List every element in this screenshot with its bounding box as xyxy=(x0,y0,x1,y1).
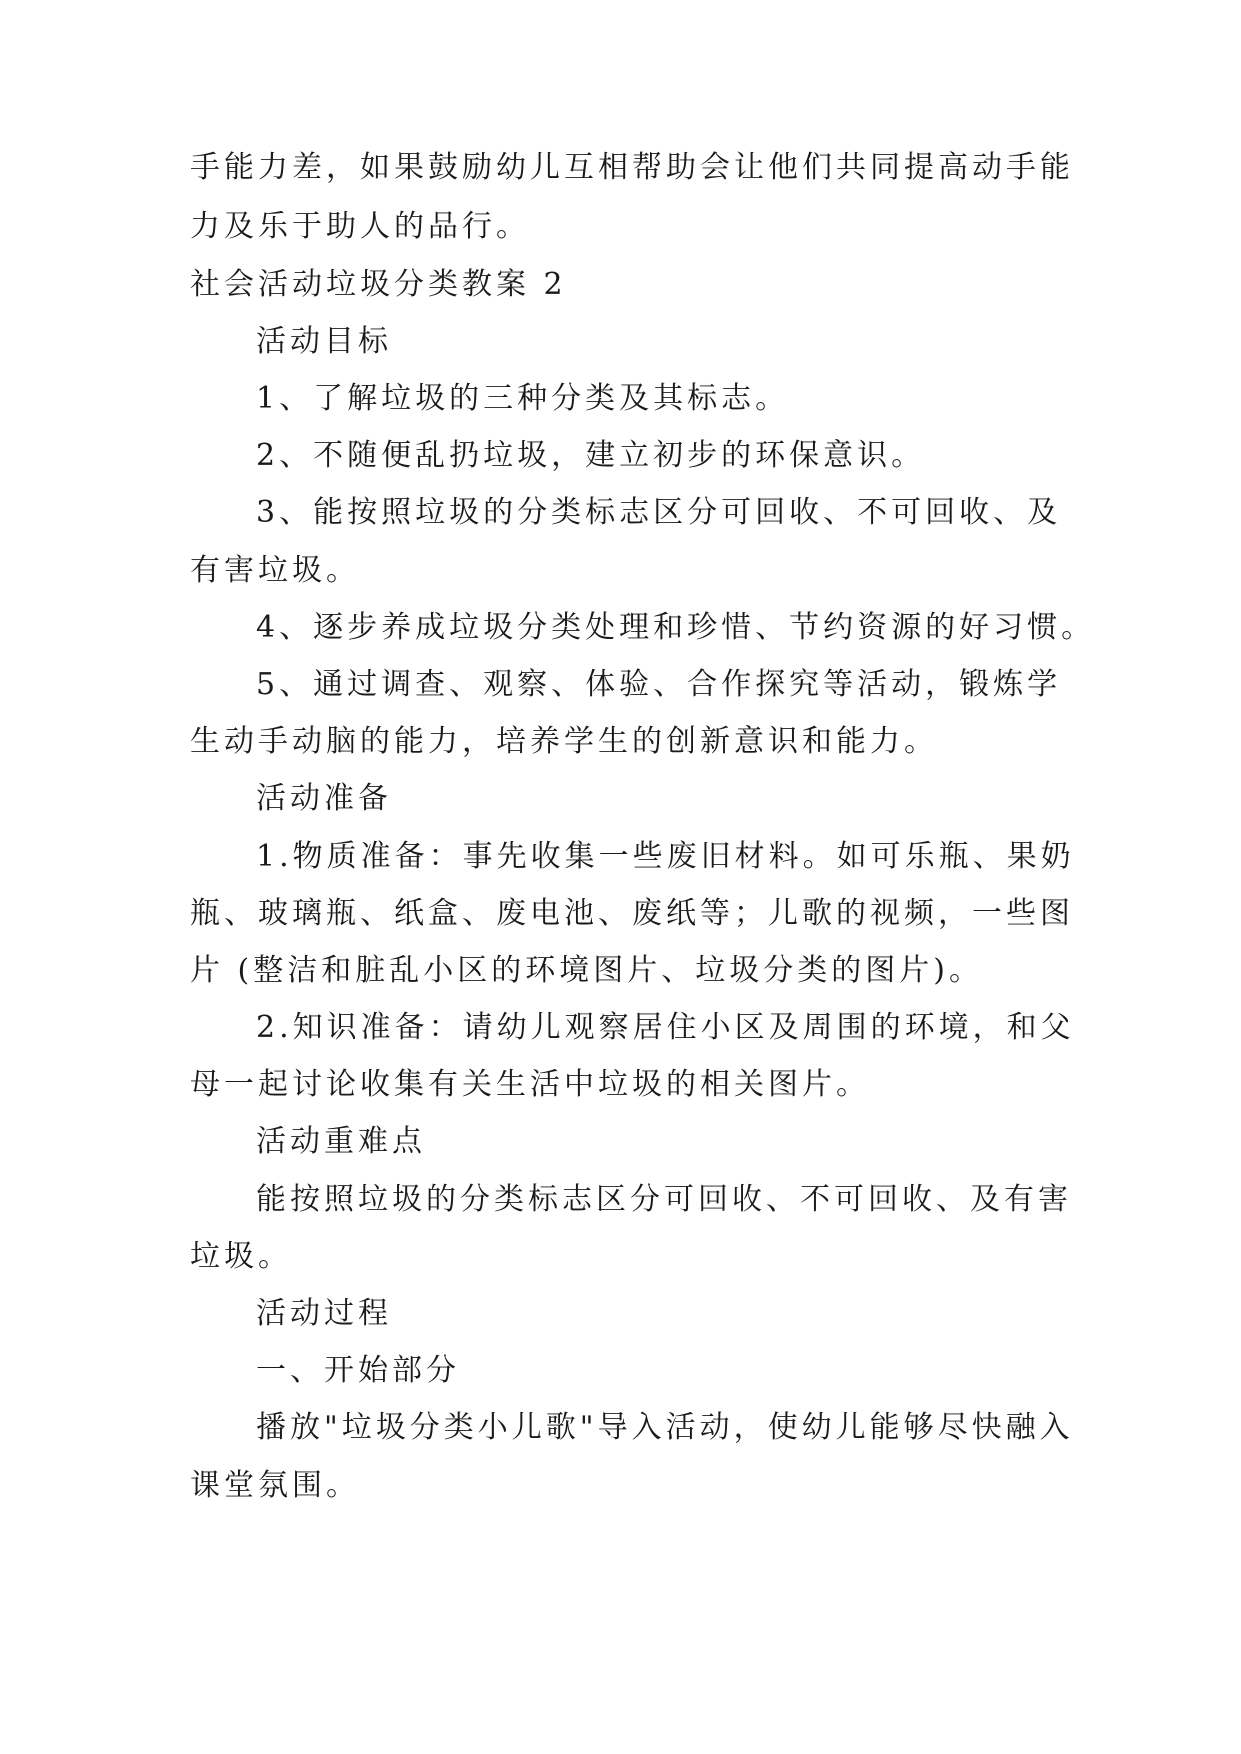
section-heading: 活动目标 xyxy=(256,324,392,359)
paragraph-line: 手能力差，如果鼓励幼儿互相帮助会让他们共同提高动手能 xyxy=(190,150,1074,185)
paragraph-line: 垃圾。 xyxy=(190,1239,292,1274)
list-item: 2.知识准备：请幼儿观察居住小区及周围的环境，和父 xyxy=(256,1010,1075,1045)
paragraph-line: 播放"垃圾分类小儿歌"导入活动，使幼儿能够尽快融入 xyxy=(256,1410,1074,1445)
section-heading: 活动准备 xyxy=(256,781,392,816)
list-item: 2、不随便乱扔垃圾，建立初步的环保意识。 xyxy=(256,438,926,473)
list-item-continuation: 母一起讨论收集有关生活中垃圾的相关图片。 xyxy=(190,1067,870,1102)
section-heading: 活动重难点 xyxy=(256,1124,426,1159)
paragraph-line: 力及乐于助人的品行。 xyxy=(190,209,530,244)
list-item: 4、逐步养成垃圾分类处理和珍惜、节约资源的好习惯。 xyxy=(256,610,1096,645)
list-item-continuation: 生动手动脑的能力，培养学生的创新意识和能力。 xyxy=(190,724,938,759)
paragraph-line: 能按照垃圾的分类标志区分可回收、不可回收、及有害 xyxy=(256,1182,1072,1217)
list-item-continuation: 片 (整洁和脏乱小区的环境图片、垃圾分类的图片)。 xyxy=(190,953,983,988)
list-item-continuation: 有害垃圾。 xyxy=(190,553,360,588)
subsection-heading: 一、开始部分 xyxy=(256,1353,460,1388)
list-item: 5、通过调查、观察、体验、合作探究等活动，锻炼学 xyxy=(256,667,1062,702)
section-heading: 活动过程 xyxy=(256,1296,392,1331)
list-item: 1.物质准备：事先收集一些废旧材料。如可乐瓶、果奶 xyxy=(256,839,1075,874)
list-item-continuation: 瓶、玻璃瓶、纸盒、废电池、废纸等；儿歌的视频，一些图 xyxy=(190,896,1074,931)
list-item: 1、了解垃圾的三种分类及其标志。 xyxy=(256,381,790,416)
paragraph-line: 课堂氛围。 xyxy=(190,1468,360,1503)
section-title: 社会活动垃圾分类教案 2 xyxy=(190,267,567,302)
list-item: 3、能按照垃圾的分类标志区分可回收、不可回收、及 xyxy=(256,495,1062,530)
